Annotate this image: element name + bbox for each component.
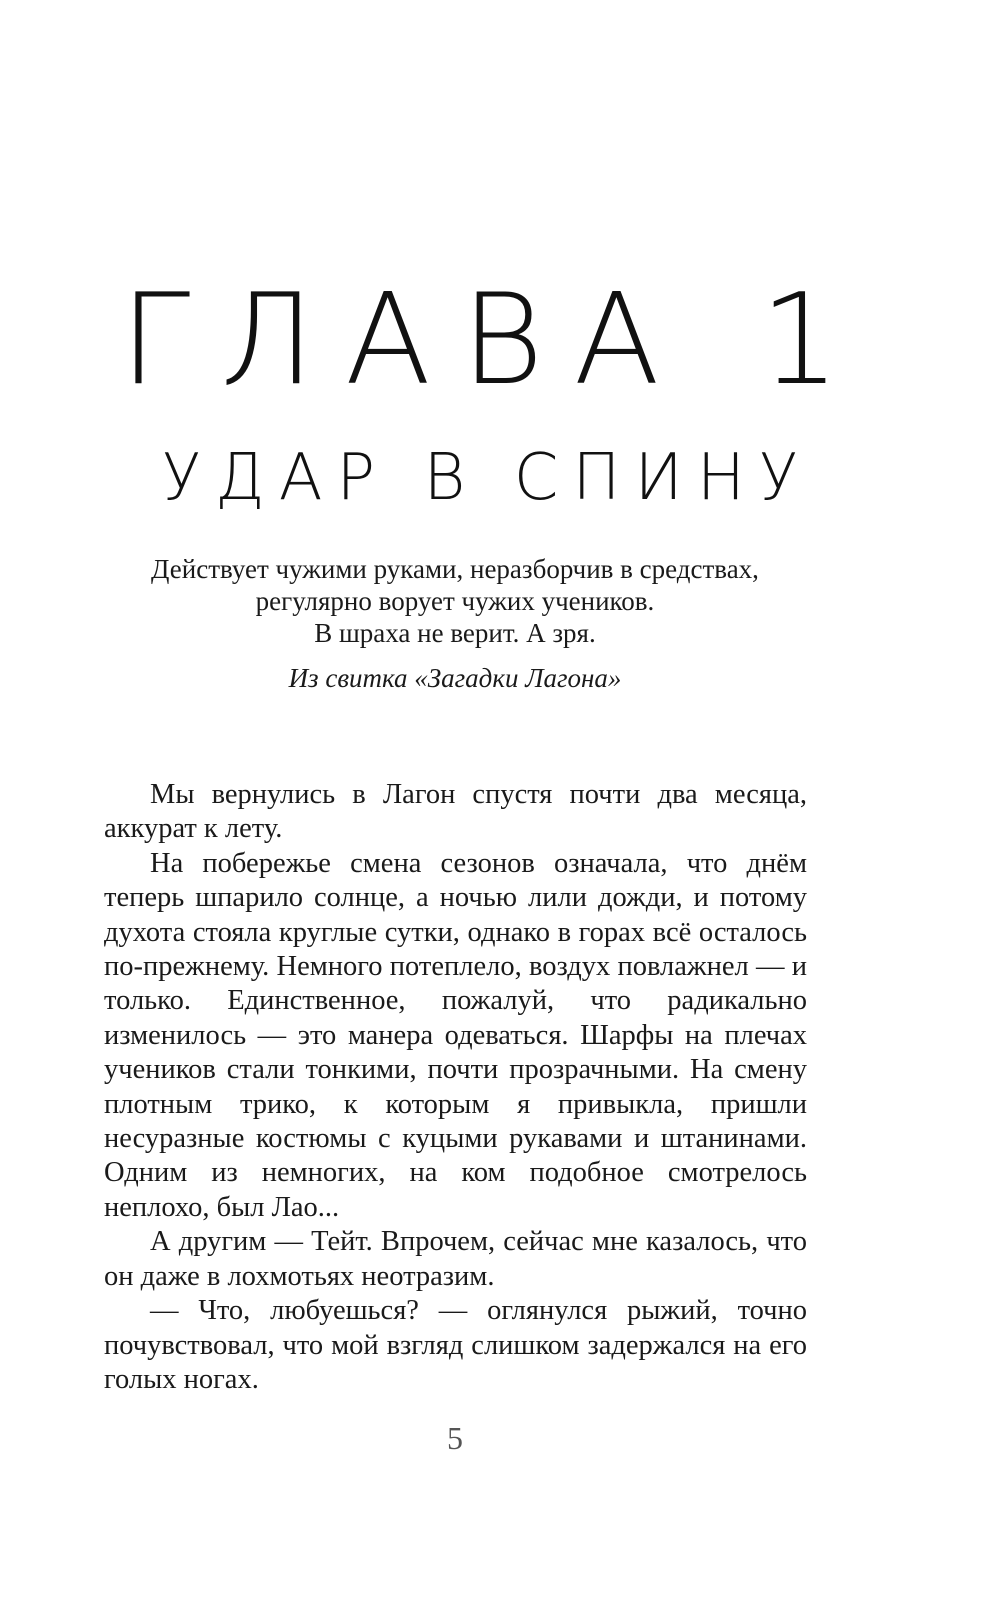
chapter-body [104, 778, 807, 1397]
epigraph-line: регулярно ворует чужих учеников. [255, 586, 655, 616]
epigraph [0, 553, 910, 694]
chapter-subtitle: УДАР В СПИНУ [162, 441, 812, 515]
epigraph-line: В шраха не верит. А зря. [314, 618, 596, 648]
epigraph-line: Действует чужими руками, неразборчив в средствах, [151, 554, 759, 584]
page-number: 5 [447, 1420, 463, 1456]
paragraph: — Что, любуешься? — оглянулся рыжий, точно почувствовал, что мой взгляд слишком задержался на его голых ногах. [104, 1295, 807, 1395]
paragraph: Мы вернулись в Лагон спустя почти два месяца, аккурат к лету. [104, 779, 807, 845]
epigraph-source: Из свитка «Загадки Лагона» [288, 663, 622, 693]
paragraph: На побережье смена сезонов означала, что днём теперь шпарило солнце, а ночью лили дожди, и потому духота стояла круглые сутки, однако в горах всё осталось по-прежнему. Немного потеплело, воздух повлажнел — и только. Единственное, пожалуй, что радикально изменилось — это манера одеваться. Шарфы на плечах учеников стали тонкими, почти прозрачными. На смену плотным трико, к которым я привыкла, пришли несуразные костюмы с куцыми рукавами и штанинами. Одним из немногих, на ком подобное смотрелось неплохо, был Лао... [104, 847, 807, 1223]
chapter-title: ГЛАВА 1 [119, 266, 871, 413]
paragraph: А другим — Тейт. Впрочем, сейчас мне казалось, что он даже в лохмотьях неотразим. [104, 1226, 807, 1292]
